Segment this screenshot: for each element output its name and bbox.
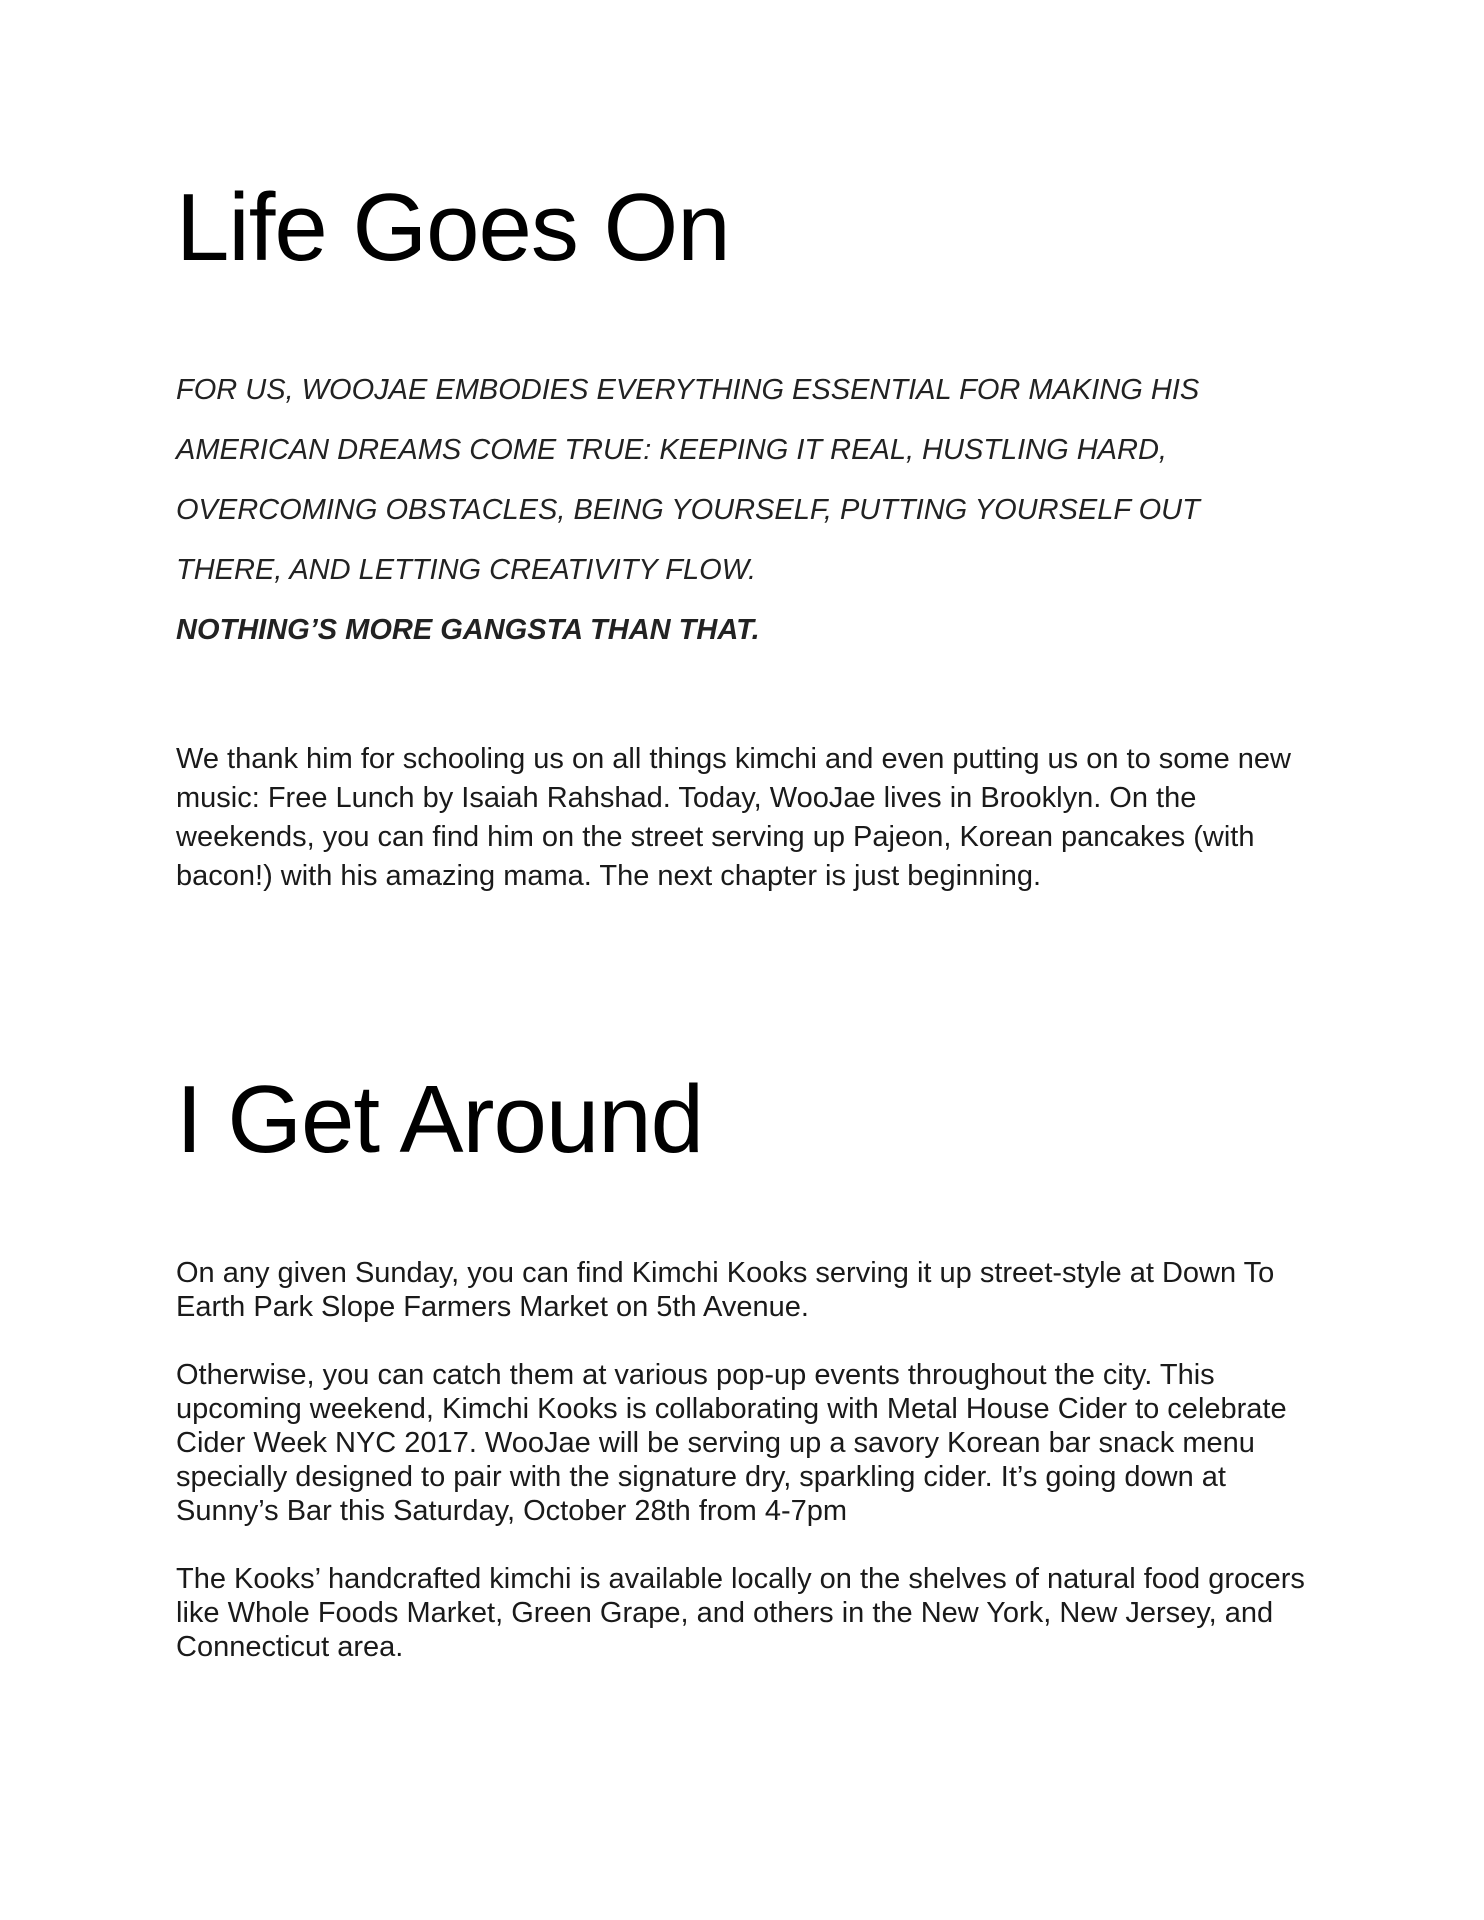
body-paragraph: The Kooks’ handcrafted kimchi is available locally on the shelves of natural food grocers like Whole Foods Market, Green Grape, and others in the New York, New Jersey, and Connecticut area.	[176, 1563, 1305, 1663]
pull-quote-line: FOR US, WOOJAE EMBODIES EVERYTHING ESSENTIAL FOR MAKING HIS	[176, 374, 1200, 406]
pull-quote	[176, 360, 1326, 660]
pull-quote-line: OVERCOMING OBSTACLES, BEING YOURSELF, PUTTING YOURSELF OUT	[176, 494, 1200, 526]
document-page	[176, 0, 1326, 1920]
pull-quote-line: THERE, AND LETTING CREATIVITY FLOW.	[176, 554, 757, 586]
body-paragraph: On any given Sunday, you can find Kimchi Kooks serving it up street-style at Down To Earth Park Slope Farmers Market on 5th Avenue.	[176, 1257, 1275, 1323]
section-heading-i-get-around: I Get Around	[176, 1066, 704, 1173]
pull-quote-line: AMERICAN DREAMS COME TRUE: KEEPING IT REAL, HUSTLING HARD,	[176, 434, 1167, 466]
pull-quote-emphasis: NOTHING’S MORE GANGSTA THAN THAT.	[176, 614, 760, 646]
section-heading-life-goes-on: Life Goes On	[176, 174, 730, 281]
body-paragraph: Otherwise, you can catch them at various pop-up events throughout the city. This upcoming weekend, Kimchi Kooks is collaborating with Metal House Cider to celebrate Cider Week NYC 2017. WooJae will be serving up a savory Korean bar snack menu specially designed to pair with the signature dry, sparkling cider. It’s going down at Sunny’s Bar this Saturday, October 28th from 4-7pm	[176, 1359, 1287, 1527]
body-paragraph: We thank him for schooling us on all things kimchi and even putting us on to some new music: Free Lunch by Isaiah Rahshad. Today, WooJae lives in Brooklyn. On the weekends, you can find him on the street serving up Pajeon, Korean pancakes (with bacon!) with his amazing mama. The next chapter is just beginning.	[176, 743, 1291, 892]
